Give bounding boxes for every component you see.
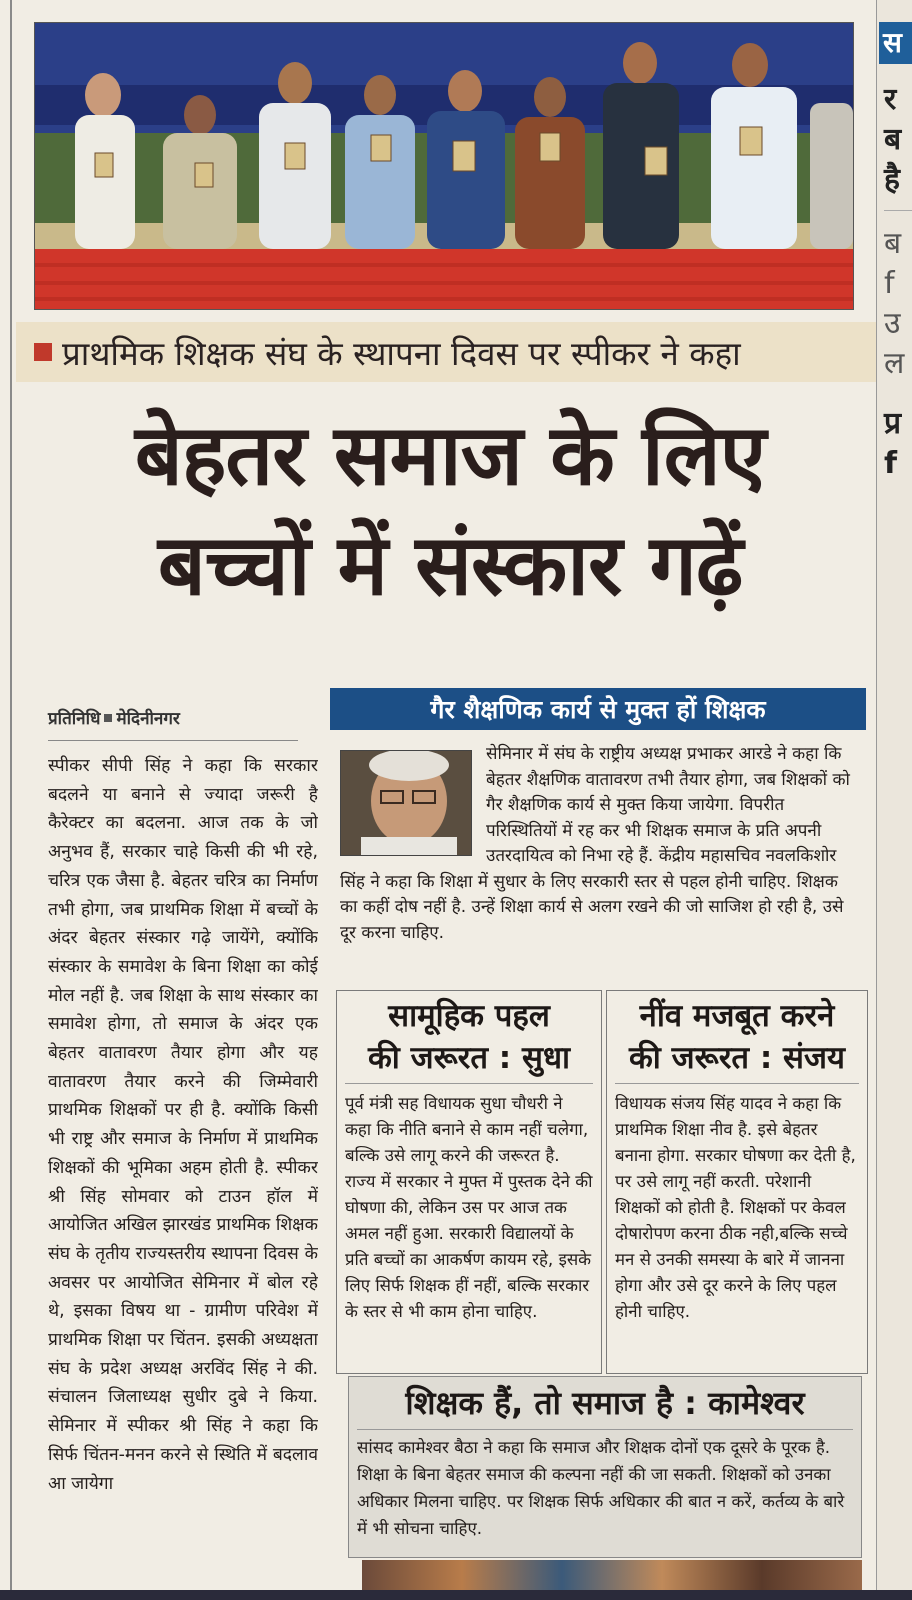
page-left-edge — [10, 0, 12, 1600]
box-sudha-head-line2: की जरूरत : सुधा — [367, 1040, 571, 1076]
crowd-photo-strip — [362, 1560, 862, 1590]
headline-line-2: बच्चों में संस्कार गढ़ें — [157, 516, 743, 614]
adjacent-char-5: f — [884, 266, 895, 301]
box-sanjay-head-line2: की जरूरत : संजय — [629, 1040, 845, 1076]
kicker-text: प्राथमिक शिक्षक संघ के स्थापना दिवस पर स्पीकर ने कहा — [62, 333, 741, 373]
speaker-portrait-photo — [340, 750, 472, 856]
kicker-bullet — [34, 343, 52, 361]
adjacent-char-7: ल — [884, 346, 905, 381]
box-kameshwar — [348, 1376, 862, 1558]
scan-bottom-edge — [0, 1590, 912, 1600]
box-sudha-headline — [337, 991, 601, 1079]
kicker-strip — [16, 322, 876, 382]
adjacent-char-2: ब — [884, 122, 902, 157]
adjacent-article-tab: स — [879, 22, 912, 64]
byline-separator — [104, 714, 112, 722]
sidebar-body: सेमिनार में संघ के राष्ट्रीय अध्यक्ष प्रभाकर आरडे ने कहा कि बेहतर शैक्षणिक वातावरण तभी तैयार होगा, जब शिक्षकों को गैर शैक्षणिक कार्य से मुक्त किया जायेगा. विपरीत परिस्थितियों में रह कर भी शिक्षक समाज के प्रति अपनी उतरदायित्व को निभा रहे हैं. केंद्रीय महासचिव नवलकिशोर सिंह ने कहा कि शिक्षा में सुधार के लिए सरकारी स्तर से पहल होनी चाहिए. शिक्षक का कहीं दोष नहीं है. उन्हें शिक्षा कार्य से अलग रखने की जो साजिश हो रही है, उसे दूर करना चाहिए. — [340, 744, 850, 943]
box-sudha-head-line1: सामूहिक पहल — [388, 998, 550, 1034]
main-headline — [30, 400, 870, 620]
box-sudha-body: पूर्व मंत्री सह विधायक सुधा चौधरी ने कहा कि नीति बनाने से काम नहीं चलेगा, बल्कि उसे लागू करने की जरूरत है. राज्य में सरकार ने मुफ्त में पुस्तक देने की घोषणा की, लेकिन उस पर आज तक अमल नहीं हुआ. सरकारी विद्यालयों के प्रति बच्चों का आकर्षण कायम रहे, इसके लिए सिर्फ शिक्षक हीं नहीं, बल्कि सरकार के स्तर से भी काम होना चाहिए. — [345, 1093, 593, 1321]
adjacent-char-9: f — [884, 446, 898, 481]
box-kameshwar-headline: शिक्षक हैं, तो समाज है : कामेश्वर — [405, 1384, 805, 1422]
event-photo — [34, 22, 854, 310]
byline — [48, 706, 298, 729]
adjacent-char-3: है — [884, 162, 900, 197]
stage-photo-illustration — [35, 23, 853, 309]
box-sanjay-headline — [607, 991, 867, 1079]
byline-rule — [48, 740, 298, 741]
main-story-text: स्पीकर सीपी सिंह ने कहा कि सरकार बदलने या बनाने से ज्यादा जरूरी है कैरेक्टर का बदलना. आज तक के जो अनुभव हैं, सरकार चाहे किसी की भी रहे, चरित्र एक जैसा है. बेहतर चरित्र का निर्माण तभी होगा, जब प्राथमिक शिक्षा में बच्चों के अंदर बेहतर संस्कार गढ़े जायेंगे, क्योंकि संस्कार के समावेश के बिना शिक्षा का कोई मोल नहीं है. जब शिक्षा के साथ संस्कार का समावेश होगा, तो समाज के अंदर एक बेहतर वातावरण तैयार होगा और यह वातावरण तैयार करने की जिम्मेवारी प्राथमिक शिक्षकों पर ही है. क्योंकि किसी भी राष्ट्र और समाज के निर्माण में प्राथमिक शिक्षकों की भूमिका अहम होती है. स्पीकर श्री सिंह सोमवार को टाउन हॉल में आयोजित अखिल झारखंड प्राथमिक शिक्षक संघ के तृतीय राज्यस्तरीय स्थापना दिवस के अवसर पर आयोजित सेमिनार में बोल रहे थे, इसका विषय था - ग्रामीण परिवेश में प्राथमिक शिक्षा पर चिंतन. इसकी अध्यक्षता संघ के प्रदेश अध्यक्ष अरविंद सिंह ने की. संचालन जिलाध्यक्ष सुधीर दुबे ने किया. सेमिनार में स्पीकर श्री सिंह ने कहा कि सिर्फ चिंतन-मनन करने से स्थिति में बदलाव आ जायेगा — [48, 756, 318, 1494]
adjacent-char-1: र — [884, 82, 897, 117]
adjacent-char-8: प्र — [884, 406, 902, 441]
adjacent-char-6: उ — [884, 306, 901, 341]
box-kameshwar-body: सांसद कामेश्वर बैठा ने कहा कि समाज और शिक्षक दोनों एक दूसरे के पूरक है. शिक्षा के बिना बेहतर समाज की कल्पना नहीं की जा सकती. शिक्षकों को उनका अधिकार मिलना चाहिए. पर शिक्षक सिर्फ अधिकार की बात न करें, कर्तव्य के बारे में भी सोचना चाहिए. — [357, 1437, 845, 1538]
byline-reporter: प्रतिनिधि — [48, 709, 101, 729]
headline-line-1: बेहतर समाज के लिए — [134, 406, 766, 504]
box-sanjay — [606, 990, 868, 1374]
byline-place: मेदिनीनगर — [116, 709, 180, 729]
adjacent-rule — [884, 210, 912, 211]
adjacent-char-4: ब — [884, 226, 902, 261]
box-sanjay-head-line1: नींव मजबूत करने — [639, 998, 835, 1034]
sidebar-title: गैर शैक्षणिक कार्य से मुक्त हों शिक्षक — [330, 688, 866, 730]
box-sanjay-body: विधायक संजय सिंह यादव ने कहा कि प्राथमिक शिक्षा नीव है. इसे बेहतर बनाना होगा. सरकार घोषणा कर देती है, पर उसे लागू नहीं करती. परेशानी शिक्षकों को होती है. शिक्षकों पर केवल दोषारोपण करना ठीक नही,बल्कि सच्चे मन से उनकी समस्या के बारे में जानना होगा और उसे दूर करने के लिए पहल होनी चाहिए. — [615, 1093, 856, 1321]
box-sudha — [336, 990, 602, 1374]
